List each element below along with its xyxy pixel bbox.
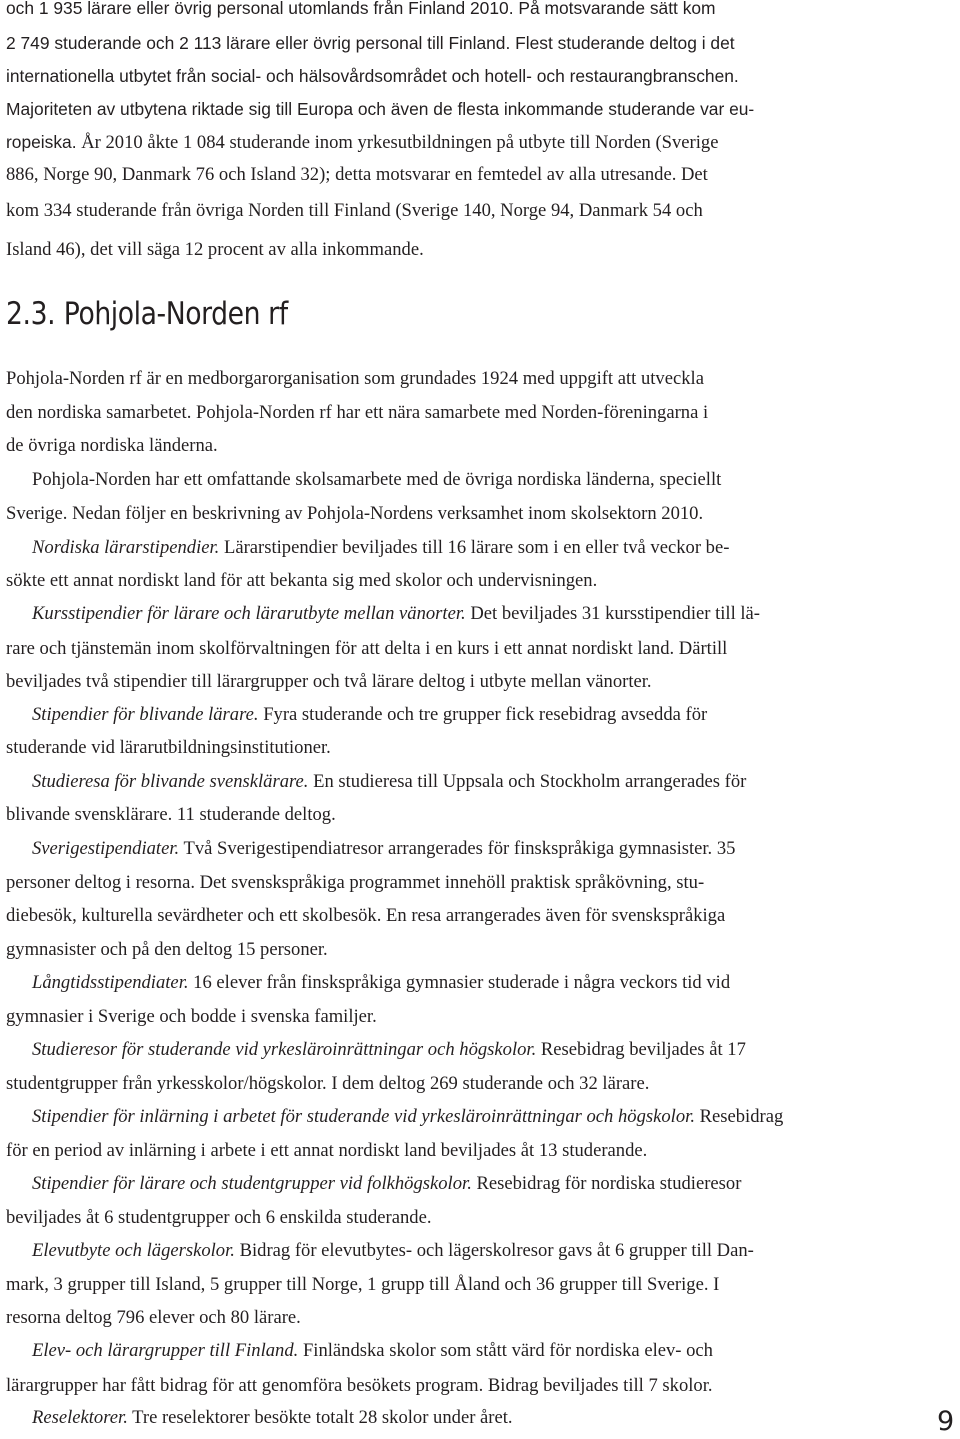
entry-text: Resebidrag — [694, 1106, 784, 1127]
entry-title: Långtidsstipendiater. — [32, 972, 189, 993]
entry-text: Det beviljades 31 kursstipendier till lä- — [465, 603, 761, 624]
entry-line — [32, 605, 760, 624]
intro-line — [6, 134, 718, 153]
section-number: 2.3. — [6, 296, 56, 332]
entry-line — [32, 773, 746, 792]
entry-line: för en period av inlärning i arbete i ett annat nordiskt land beviljades åt 13 studerande. — [6, 1140, 648, 1161]
entry-text: Lärarstipendier beviljades till 16 lärare som i en eller två veckor be- — [219, 537, 730, 558]
paragraph-line: de övriga nordiska länderna. — [6, 435, 218, 456]
entry-line — [32, 1242, 754, 1261]
entry-title: Nordiska lärarstipendier. — [32, 537, 220, 558]
intro-line: kom 334 studerande från övriga Norden till Finland (Sverige 140, Norge 94, Danmark 54 och — [6, 200, 703, 221]
entry-line: lärargrupper har fått bidrag för att genomföra besökets program. Bidrag beviljades till 7 skolor. — [6, 1375, 713, 1396]
entry-line: blivande svensklärare. 11 studerande deltog. — [6, 804, 336, 825]
entry-text: Fyra studerande och tre grupper fick resebidrag avsedda för — [258, 704, 708, 725]
entry-title: Stipendier för blivande lärare. — [32, 704, 259, 725]
paragraph-line: Pohjola-Norden rf är en medborgarorganisation som grundades 1924 med uppgift att utveckla — [6, 368, 704, 389]
intro-line: internationella utbytet från social- och hälsovårdsområdet och hotell- och restaurangbranschen. — [6, 66, 739, 86]
entry-line — [32, 539, 729, 558]
section-title: Pohjola-Norden rf — [63, 296, 288, 332]
intro-fragment: År 2010 åkte 1 084 studerande inom yrkesutbildningen på utbyte till Norden (Sverige — [81, 132, 719, 153]
entry-title: Studieresor för studerande vid yrkesläroinrättningar och högskolor. — [32, 1039, 537, 1060]
entry-line: beviljades åt 6 studentgrupper och 6 enskilda studerande. — [6, 1207, 432, 1228]
entry-title: Stipendier för lärare och studentgrupper vid folkhögskolor. — [32, 1173, 472, 1194]
paragraph-line: Sverige. Nedan följer en beskrivning av Pohjola-Nordens verksamhet inom skolsektorn 2010. — [6, 503, 704, 524]
entry-text: Tre reselektorer besökte totalt 28 skolor under året. — [127, 1407, 513, 1428]
entry-line: studentgrupper från yrkesskolor/högskolor. I dem deltog 269 studerande och 32 lärare. — [6, 1073, 650, 1094]
intro-fragment: ropeiska. — [6, 132, 77, 152]
entry-line: rare och tjänstemän inom skolförvaltningen för att delta i en kurs i ett annat nordiskt land. Därtill — [6, 638, 728, 659]
entry-text: Bidrag för elevutbytes- och lägerskolresor gavs åt 6 grupper till Dan- — [234, 1240, 754, 1261]
entry-title: Sverigestipendiater. — [32, 838, 180, 859]
entry-text: En studieresa till Uppsala och Stockholm arrangerades för — [308, 771, 747, 792]
entry-line — [32, 1409, 513, 1428]
entry-line: gymnasier i Sverige och bodde i svenska familjer. — [6, 1006, 377, 1027]
entry-line: diebesök, kulturella sevärdheter och ett skolbesök. En resa arrangerades även för svenskspråkiga — [6, 905, 726, 926]
entry-line: personer deltog i resorna. Det svenskspråkiga programmet innehöll praktisk språkövning, stu- — [6, 872, 705, 893]
entry-text: Två Sverigestipendiatresor arrangerades för finskspråkiga gymnasister. 35 — [179, 838, 736, 859]
entry-text: Finländska skolor som stått värd för nordiska elev- och — [298, 1340, 713, 1361]
intro-line: och 1 935 lärare eller övrig personal utomlands från Finland 2010. På motsvarande sätt kom — [6, 0, 716, 18]
entry-line — [32, 1342, 713, 1361]
entry-line — [32, 1108, 783, 1127]
entry-text: Resebidrag beviljades åt 17 — [536, 1039, 746, 1060]
paragraph-line: den nordiska samarbetet. Pohjola-Norden rf har ett nära samarbete med Norden-föreningarna i — [6, 402, 709, 423]
entry-line — [32, 1041, 746, 1060]
intro-line: 886, Norge 90, Danmark 76 och Island 32); detta motsvarar en femtedel av alla utresande. Det — [6, 164, 708, 185]
entry-title: Stipendier för inlärning i arbetet för studerande vid yrkesläroinrättningar och högskolor. — [32, 1106, 695, 1127]
entry-title: Elev- och lärargrupper till Finland. — [32, 1340, 299, 1361]
entry-title: Elevutbyte och lägerskolor. — [32, 1240, 235, 1261]
intro-line: Island 46), det vill säga 12 procent av alla inkommande. — [6, 239, 424, 260]
entry-line — [32, 706, 707, 725]
entry-line — [32, 1175, 741, 1194]
entry-line: beviljades två stipendier till lärargrupper och två lärare deltog i utbyte mellan vänorter. — [6, 671, 652, 692]
entry-line — [32, 974, 730, 993]
page-number: 9 — [937, 1406, 955, 1437]
section-heading — [6, 296, 288, 332]
entry-line: resorna deltog 796 elever och 80 lärare. — [6, 1307, 301, 1328]
paragraph-line: Pohjola-Norden har ett omfattande skolsamarbete med de övriga nordiska länderna, speciellt — [32, 469, 722, 490]
entry-line: sökte ett annat nordiskt land för att bekanta sig med skolor och undervisningen. — [6, 570, 598, 591]
intro-line: Majoriteten av utbytena riktade sig till Europa och även de flesta inkommande studerande var eu- — [6, 99, 755, 119]
entry-title: Kursstipendier för lärare och lärarutbyte mellan vänorter. — [32, 603, 466, 624]
entry-title: Studieresa för blivande svensklärare. — [32, 771, 309, 792]
entry-line — [32, 840, 735, 859]
entry-line: gymnasister och på den deltog 15 personer. — [6, 939, 328, 960]
intro-line: 2 749 studerande och 2 113 lärare eller övrig personal till Finland. Flest studerande deltog i det — [6, 33, 735, 53]
entry-text: Resebidrag för nordiska studieresor — [471, 1173, 742, 1194]
entry-title: Reselektorer. — [32, 1407, 128, 1428]
entry-line: mark, 3 grupper till Island, 5 grupper till Norge, 1 grupp till Åland och 36 grupper till Sverige. I — [6, 1274, 720, 1295]
entry-text: 16 elever från finskspråkiga gymnasier studerade i några veckors tid vid — [188, 972, 731, 993]
entry-line: studerande vid lärarutbildningsinstitutioner. — [6, 737, 331, 758]
